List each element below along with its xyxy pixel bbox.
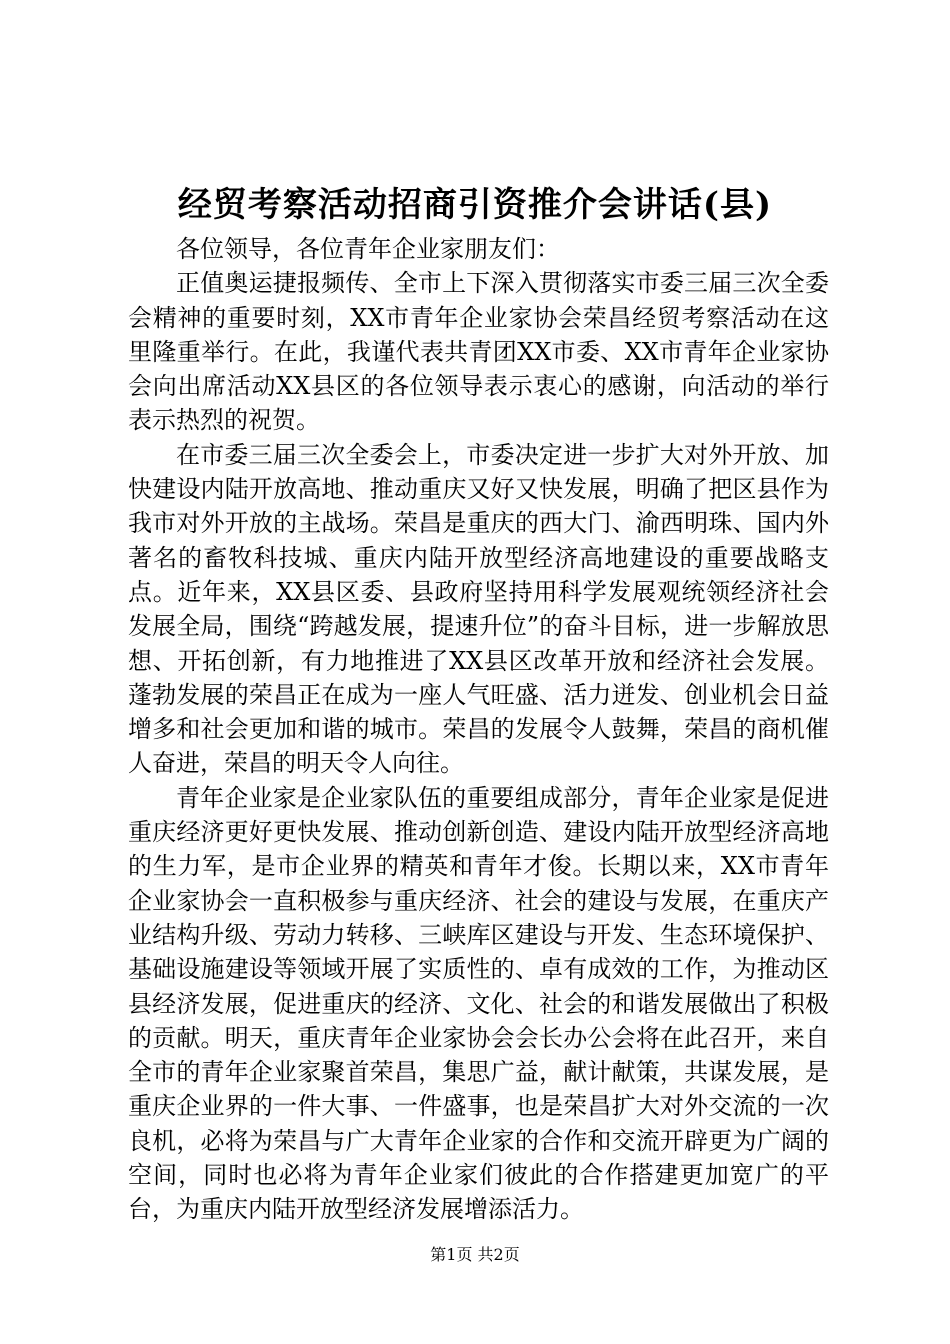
body-paragraph-2: 在市委三届三次全委会上，市委决定进一步扩大对外开放、加快建设内陆开放高地、推动重庆又好又快发展，明确了把区县作为我市对外开放的主战场。荣昌是重庆的西大门、渝西明珠、国内外著名的畜牧科技城、重庆内陆开放型经济高地建设的重要战略支点。近年来，XX县区委、县政府坚持用科学发展观统领经济社会发展全局，围绕“跨越发展，提速升位”的奋斗目标，进一步解放思想、开拓创新，有力地推进了XX县区改革开放和经济社会发展。蓬勃发展的荣昌正在成为一座人气旺盛、活力迸发、创业机会日益增多和社会更加和谐的城市。荣昌的发展令人鼓舞，荣昌的商机催人奋进，荣昌的明天令人向往。 (128, 440, 829, 778)
document-body (128, 232, 829, 1227)
greeting-paragraph: 各位领导，各位青年企业家朋友们： (176, 235, 560, 263)
body-paragraph-1: 正值奥运捷报频传、全市上下深入贯彻落实市委三届三次全委会精神的重要时刻，XX市青年企业家协会荣昌经贸考察活动在这里隆重举行。在此，我谨代表共青团XX市委、XX市青年企业家协会向出席活动XX县区的各位领导表示衷心的感谢，向活动的举行表示热烈的祝贺。 (128, 269, 829, 435)
document-title: 经贸考察活动招商引资推介会讲话(县) (177, 185, 773, 225)
page-number-footer: 第1页 共2页 (430, 1245, 520, 1264)
body-paragraph-3: 青年企业家是企业家队伍的重要组成部分，青年企业家是促进重庆经济更好更快发展、推动创新创造、建设内陆开放型经济高地的生力军，是市企业界的精英和青年才俊。长期以来，XX市青年企业家协会一直积极参与重庆经济、社会的建设与发展，在重庆产业结构升级、劳动力转移、三峡库区建设与开发、生态环境保护、基础设施建设等领域开展了实质性的、卓有成效的工作，为推动区县经济发展，促进重庆的经济、文化、社会的和谐发展做出了积极的贡献。明天，重庆青年企业家协会会长办公会将在此召开，来自全市的青年企业家聚首荣昌，集思广益，献计献策，共谋发展，是重庆企业界的一件大事、一件盛事，也是荣昌扩大对外交流的一次良机，必将为荣昌与广大青年企业家的合作和交流开辟更为广阔的空间，同时也必将为青年企业家们彼此的合作搭建更加宽广的平台，为重庆内陆开放型经济发展增添活力。 (128, 783, 829, 1224)
